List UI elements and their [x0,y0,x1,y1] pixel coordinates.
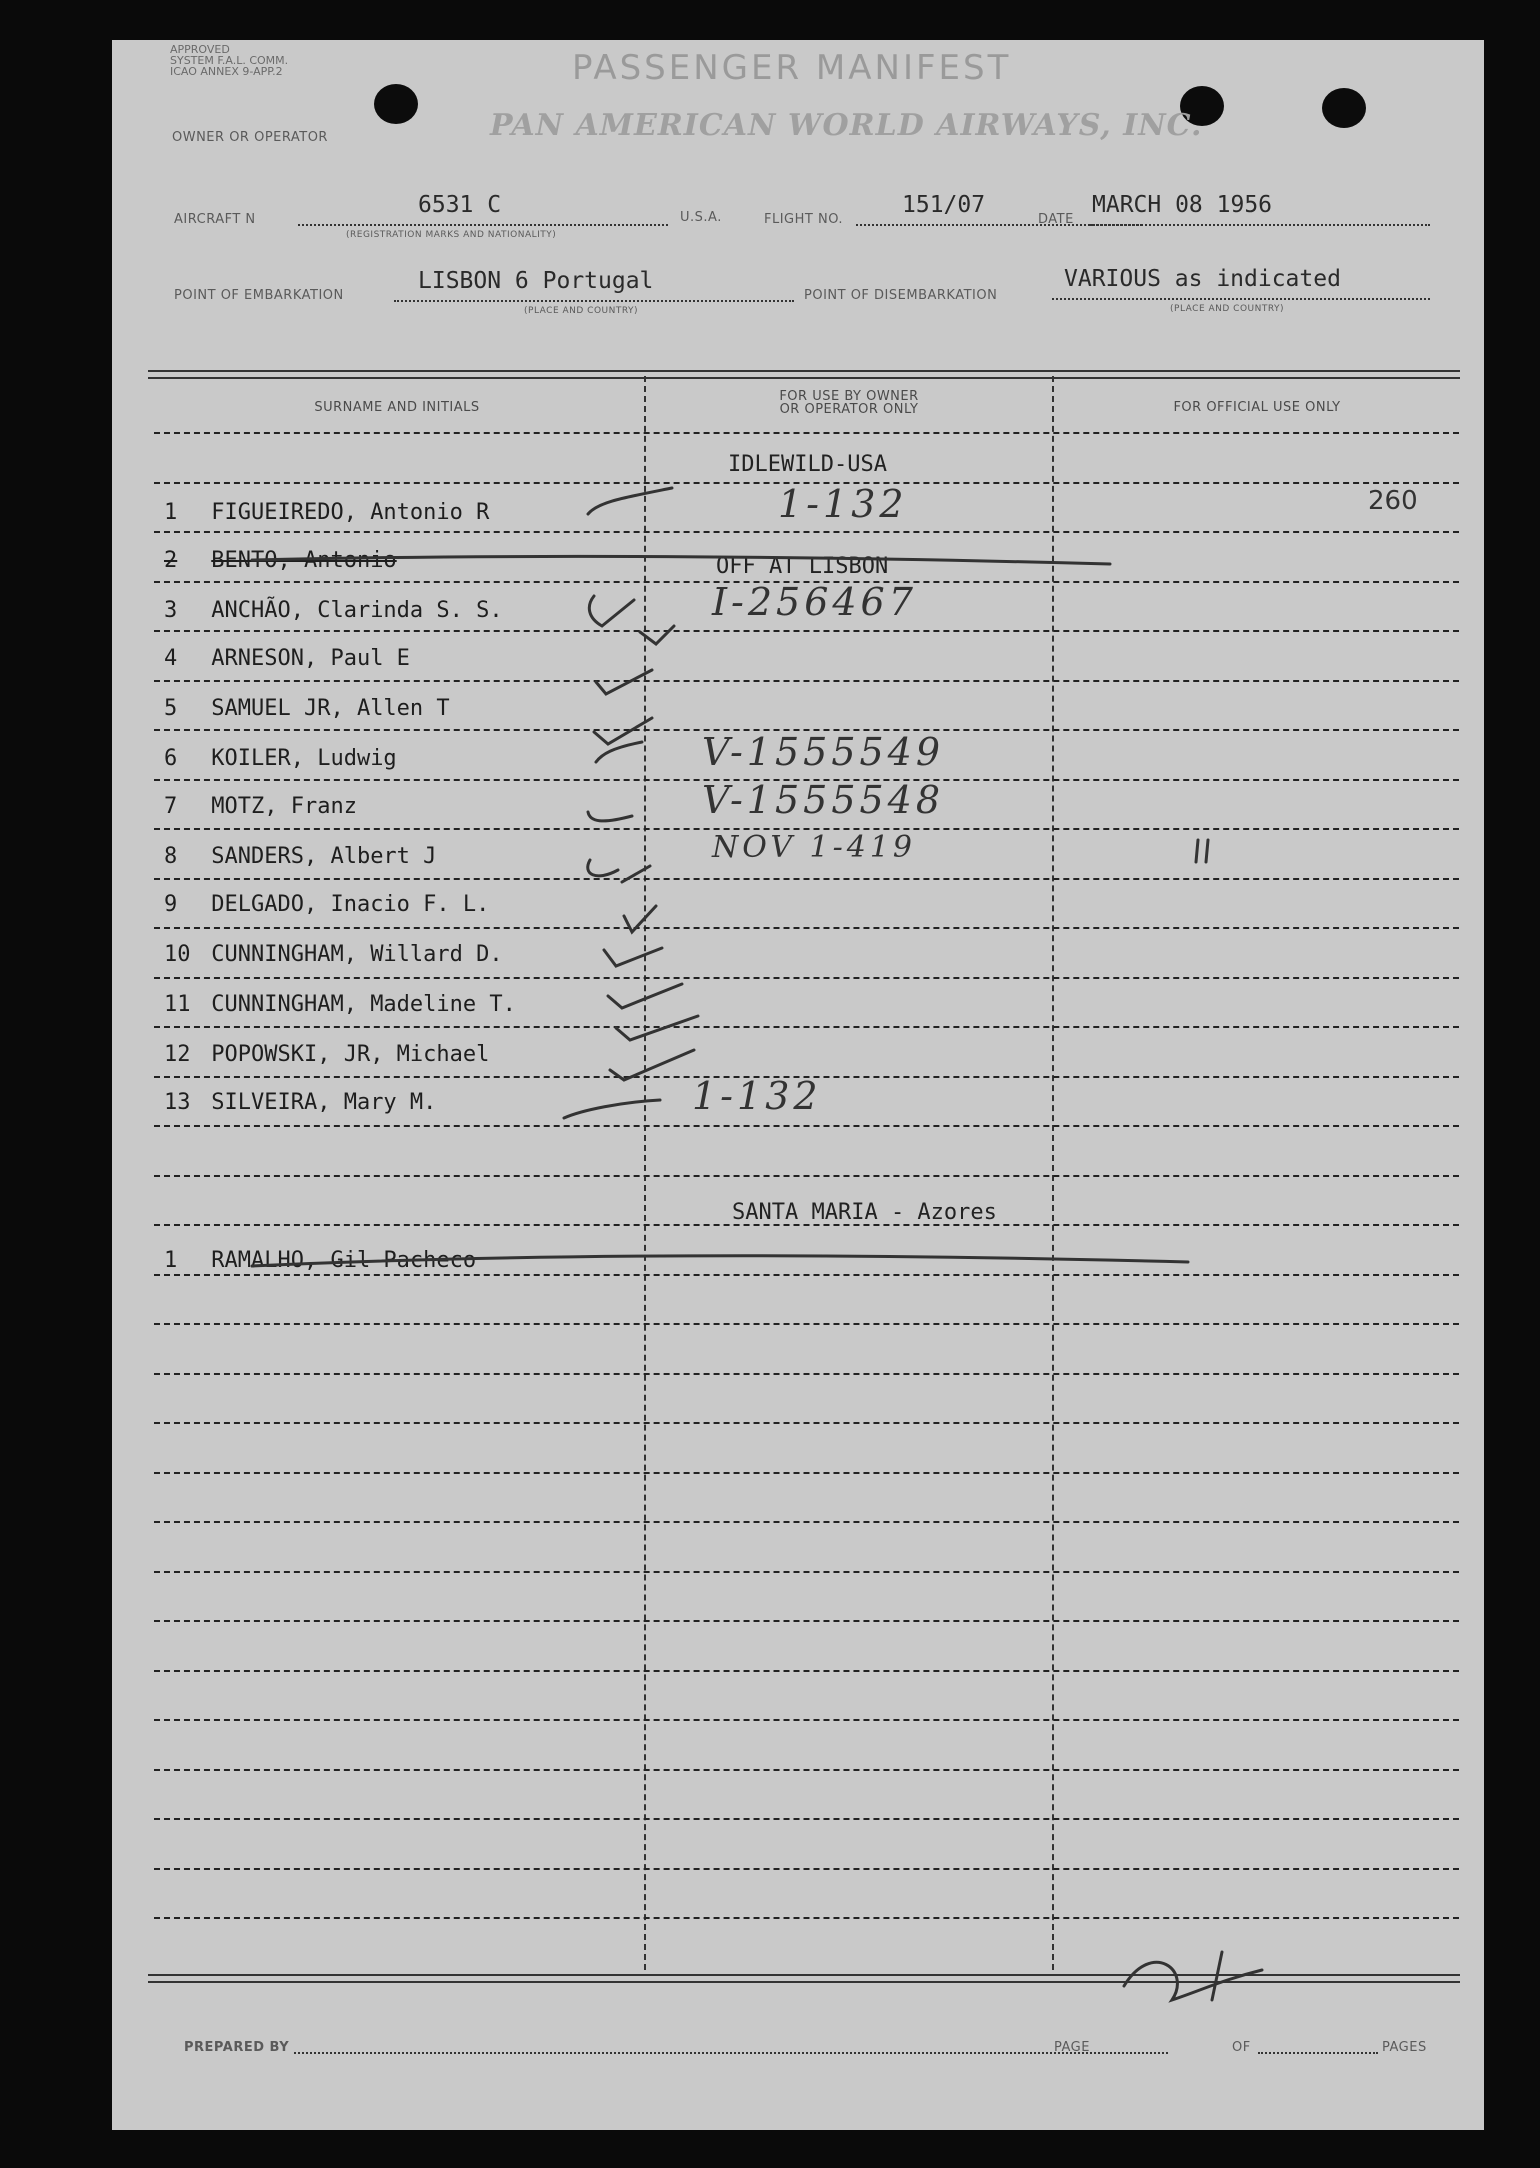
handwritten-note: NOV 1-419 [712,830,917,865]
check-mark [624,906,656,932]
aircraft-value: 6531 C [418,192,502,218]
embarkation-label: POINT OF EMBARKATION [174,288,344,303]
passenger-row: 2 BENTO, Antonio [164,548,397,573]
passenger-name: KOILER, Ludwig [211,746,397,771]
passenger-name: MOTZ, Franz [211,794,357,819]
handwritten-marks [112,40,1484,2130]
approval-line: SYSTEM F.A.L. COMM. [170,54,289,67]
check-mark [608,984,682,1008]
passenger-name: POPOWSKI, JR, Michael [211,1042,490,1067]
date-value: MARCH 08 1956 [1092,192,1273,218]
aircraft-label: AIRCRAFT N [174,212,256,227]
passenger-row: 7 MOTZ, Franz [164,794,357,819]
check-mark [594,718,652,744]
check-mark [622,866,650,882]
section-santa-maria: SANTA MARIA - Azores [732,1200,997,1225]
passenger-row: 12 POPOWSKI, JR, Michael [164,1042,490,1067]
disembarkation-value: VARIOUS as indicated [1064,266,1341,292]
passenger-name: BENTO, Antonio [211,548,397,573]
tick-mark [1196,840,1208,862]
passenger-row: 8 SANDERS, Albert J [164,844,437,869]
flight-value: 151/07 [902,192,986,218]
handwritten-note: V-1555548 [702,778,945,822]
passenger-name: RAMALHO, Gil Pacheco [211,1248,477,1273]
passenger-name: ANCHÃO, Clarinda S. S. [211,598,503,623]
approval-line: APPROVED [170,43,230,56]
column-header-official: FOR OFFICIAL USE ONLY [1173,400,1341,415]
passenger-name: ARNESON, Paul E [211,646,410,671]
check-mark [589,596,634,626]
passenger-name: SILVEIRA, Mary M. [211,1090,437,1115]
passenger-row: 13 SILVEIRA, Mary M. [164,1090,437,1115]
passenger-name: SANDERS, Albert J [211,844,437,869]
initials [1124,1952,1262,2000]
handwritten-note: V-1555549 [702,730,945,774]
page-label: PAGE [1054,2040,1090,2055]
date-label: DATE [1038,212,1074,227]
passenger-row: 5 SAMUEL JR, Allen T [164,696,450,721]
disembarkation-label: POINT OF DISEMBARKATION [804,288,998,303]
handwritten-note: I-256467 [712,580,917,624]
passenger-row: 6 KOILER, Ludwig [164,746,397,771]
check-mark [616,1016,698,1040]
embarkation-value: LISBON 6 Portugal [418,268,654,294]
prepared-by-label: PREPARED BY [184,2040,290,2055]
manifest-document [112,40,1484,2130]
pages-label: PAGES [1382,2040,1427,2055]
usa-label: U.S.A. [680,210,722,225]
column-header-owner-line: OR OPERATOR ONLY [779,402,919,417]
check-mark [640,626,674,644]
passenger-name: FIGUEIREDO, Antonio R [211,500,490,525]
section-idlewild: IDLEWILD-USA [728,452,887,477]
strike-line [252,557,1110,564]
place-caption: (PLACE AND COUNTRY) [1170,304,1285,314]
check-mark [610,1050,694,1080]
passenger-row: 1 FIGUEIREDO, Antonio R [164,500,490,525]
passenger-name: CUNNINGHAM, Madeline T. [211,992,516,1017]
flight-label: FLIGHT NO. [764,212,844,227]
passenger-row: 4 ARNESON, Paul E [164,646,410,671]
passenger-name: DELGADO, Inacio F. L. [211,892,490,917]
place-caption: (PLACE AND COUNTRY) [524,306,639,316]
section-off-lisbon: OFF AT LISBON [716,554,889,579]
passenger-row: 11 CUNNINGHAM, Madeline T. [164,992,516,1017]
check-mark [588,860,618,876]
check-mark [596,670,652,694]
column-header-owner-line: FOR USE BY OWNER [779,389,919,404]
operator-name: PAN AMERICAN WORLD AIRWAYS, INC. [490,108,1203,143]
passenger-row: 9 DELGADO, Inacio F. L. [164,892,490,917]
of-label: OF [1232,2040,1251,2055]
registration-caption: (REGISTRATION MARKS AND NATIONALITY) [346,230,557,240]
check-mark [604,948,662,966]
passenger-name: CUNNINGHAM, Willard D. [211,942,503,967]
column-header-surname: SURNAME AND INITIALS [314,400,480,415]
handwritten-note: 1-132 [692,1074,822,1118]
check-mark [596,742,642,762]
handwritten-note: 1-132 [778,482,908,526]
strike-line [252,1256,1188,1266]
check-mark [564,1100,660,1118]
check-mark [588,488,672,514]
passenger-row: 3 ANCHÃO, Clarinda S. S. [164,598,503,623]
passenger-row: 1 RAMALHO, Gil Pacheco [164,1248,477,1273]
approval-line: ICAO ANNEX 9-APP.2 [170,65,283,78]
form-title: PASSENGER MANIFEST [572,48,1012,88]
passenger-row: 10 CUNNINGHAM, Willard D. [164,942,503,967]
owner-label: OWNER OR OPERATOR [172,130,328,145]
official-use-value: 260 [1368,486,1418,516]
passenger-name: SAMUEL JR, Allen T [211,696,450,721]
check-mark [588,812,632,821]
